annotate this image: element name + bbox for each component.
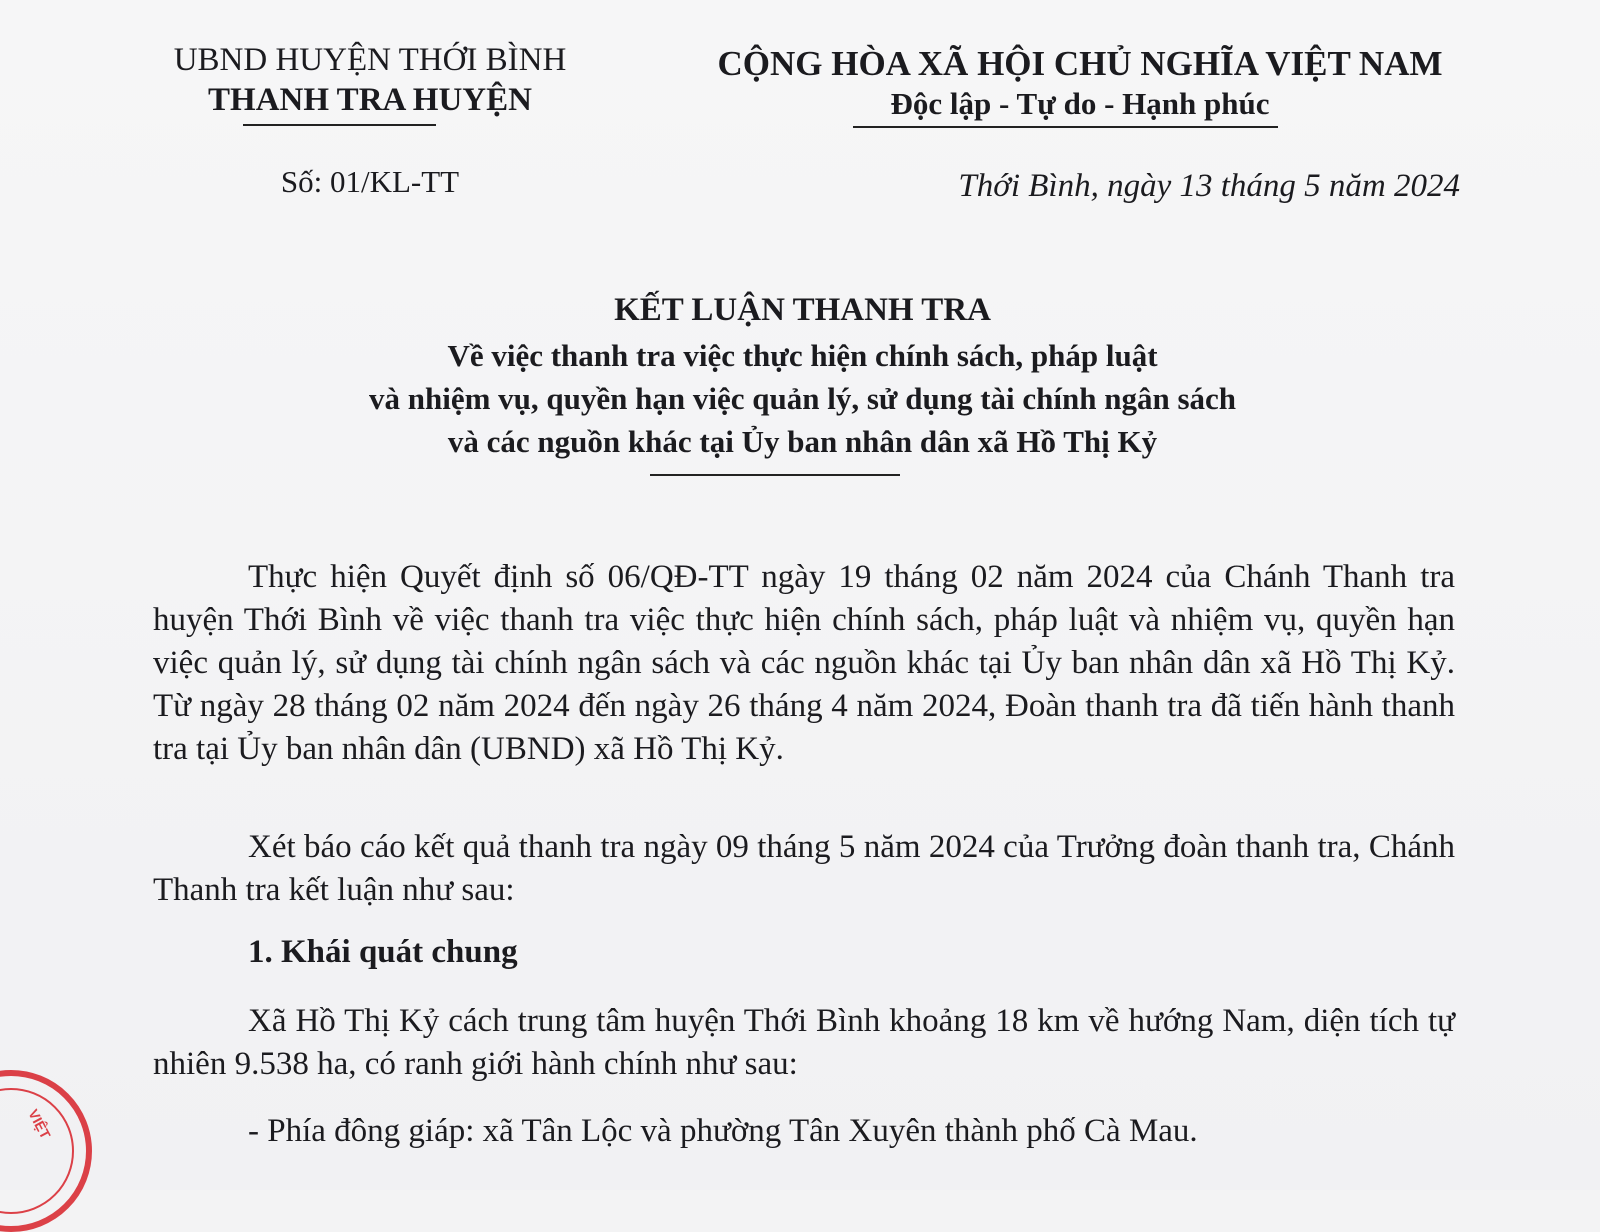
place-and-date: Thới Bình, ngày 13 tháng 5 năm 2024 bbox=[958, 168, 1460, 204]
paragraph-text: Thực hiện Quyết định số 06/QĐ-TT ngày 19 tháng 02 năm 2024 của Chánh Thanh tra huyện Thới Bình về việc thanh tra việc thực hiện chính sách, pháp luật và nhiệm vụ, quyền hạn việc quản lý, sử dụng tài chính ngân sách và các nguồn khác tại Ủy ban nhân dân xã Hồ Thị Kỷ. Từ ngày 28 tháng 02 năm 2024 đến ngày 26 tháng 4 năm 2024, Đoàn thanh tra đã tiến hành thanh tra tại Ủy ban nhân dân (UBND) xã Hồ Thị Kỷ. bbox=[153, 559, 1455, 767]
body-paragraph bbox=[153, 1000, 1455, 1086]
motto-underline bbox=[853, 126, 1278, 128]
issuing-agency: UBND HUYỆN THỚI BÌNH bbox=[173, 42, 567, 78]
paragraph-text: Xã Hồ Thị Kỷ cách trung tâm huyện Thới Bình khoảng 18 km về hướng Nam, diện tích tự nhiên 9.538 ha, có ranh giới hành chính như sau: bbox=[153, 1003, 1455, 1082]
paragraph-text: Xét báo cáo kết quả thanh tra ngày 09 tháng 5 năm 2024 của Trưởng đoàn thanh tra, Chánh Thanh tra kết luận như sau: bbox=[153, 829, 1455, 908]
title-underline bbox=[650, 474, 900, 476]
seal-lettering: VIỆT bbox=[25, 1106, 54, 1142]
document-subtitle-line: và các nguồn khác tại Ủy ban nhân dân xã Hồ Thị Kỷ bbox=[447, 424, 1158, 459]
red-seal-stamp bbox=[0, 1070, 92, 1232]
body-paragraph bbox=[153, 1110, 1455, 1153]
national-title: CỘNG HÒA XÃ HỘI CHỦ NGHĨA VIỆT NAM bbox=[717, 44, 1443, 83]
document-subtitle-line: Về việc thanh tra việc thực hiện chính sách, pháp luật bbox=[447, 338, 1158, 373]
document-number: Số: 01/KL-TT bbox=[280, 164, 460, 199]
document-subtitle-line: và nhiệm vụ, quyền hạn việc quản lý, sử dụng tài chính ngân sách bbox=[368, 381, 1237, 416]
national-motto: Độc lập - Tự do - Hạnh phúc bbox=[890, 86, 1270, 121]
section-heading: 1. Khái quát chung bbox=[248, 934, 518, 970]
body-paragraph bbox=[153, 826, 1455, 912]
issuing-department: THANH TRA HUYỆN bbox=[208, 82, 532, 118]
body-paragraph bbox=[153, 556, 1455, 771]
department-underline bbox=[243, 124, 436, 126]
document-title: KẾT LUẬN THANH TRA bbox=[614, 292, 991, 328]
paragraph-text: - Phía đông giáp: xã Tân Lộc và phường Tân Xuyên thành phố Cà Mau. bbox=[248, 1113, 1198, 1149]
